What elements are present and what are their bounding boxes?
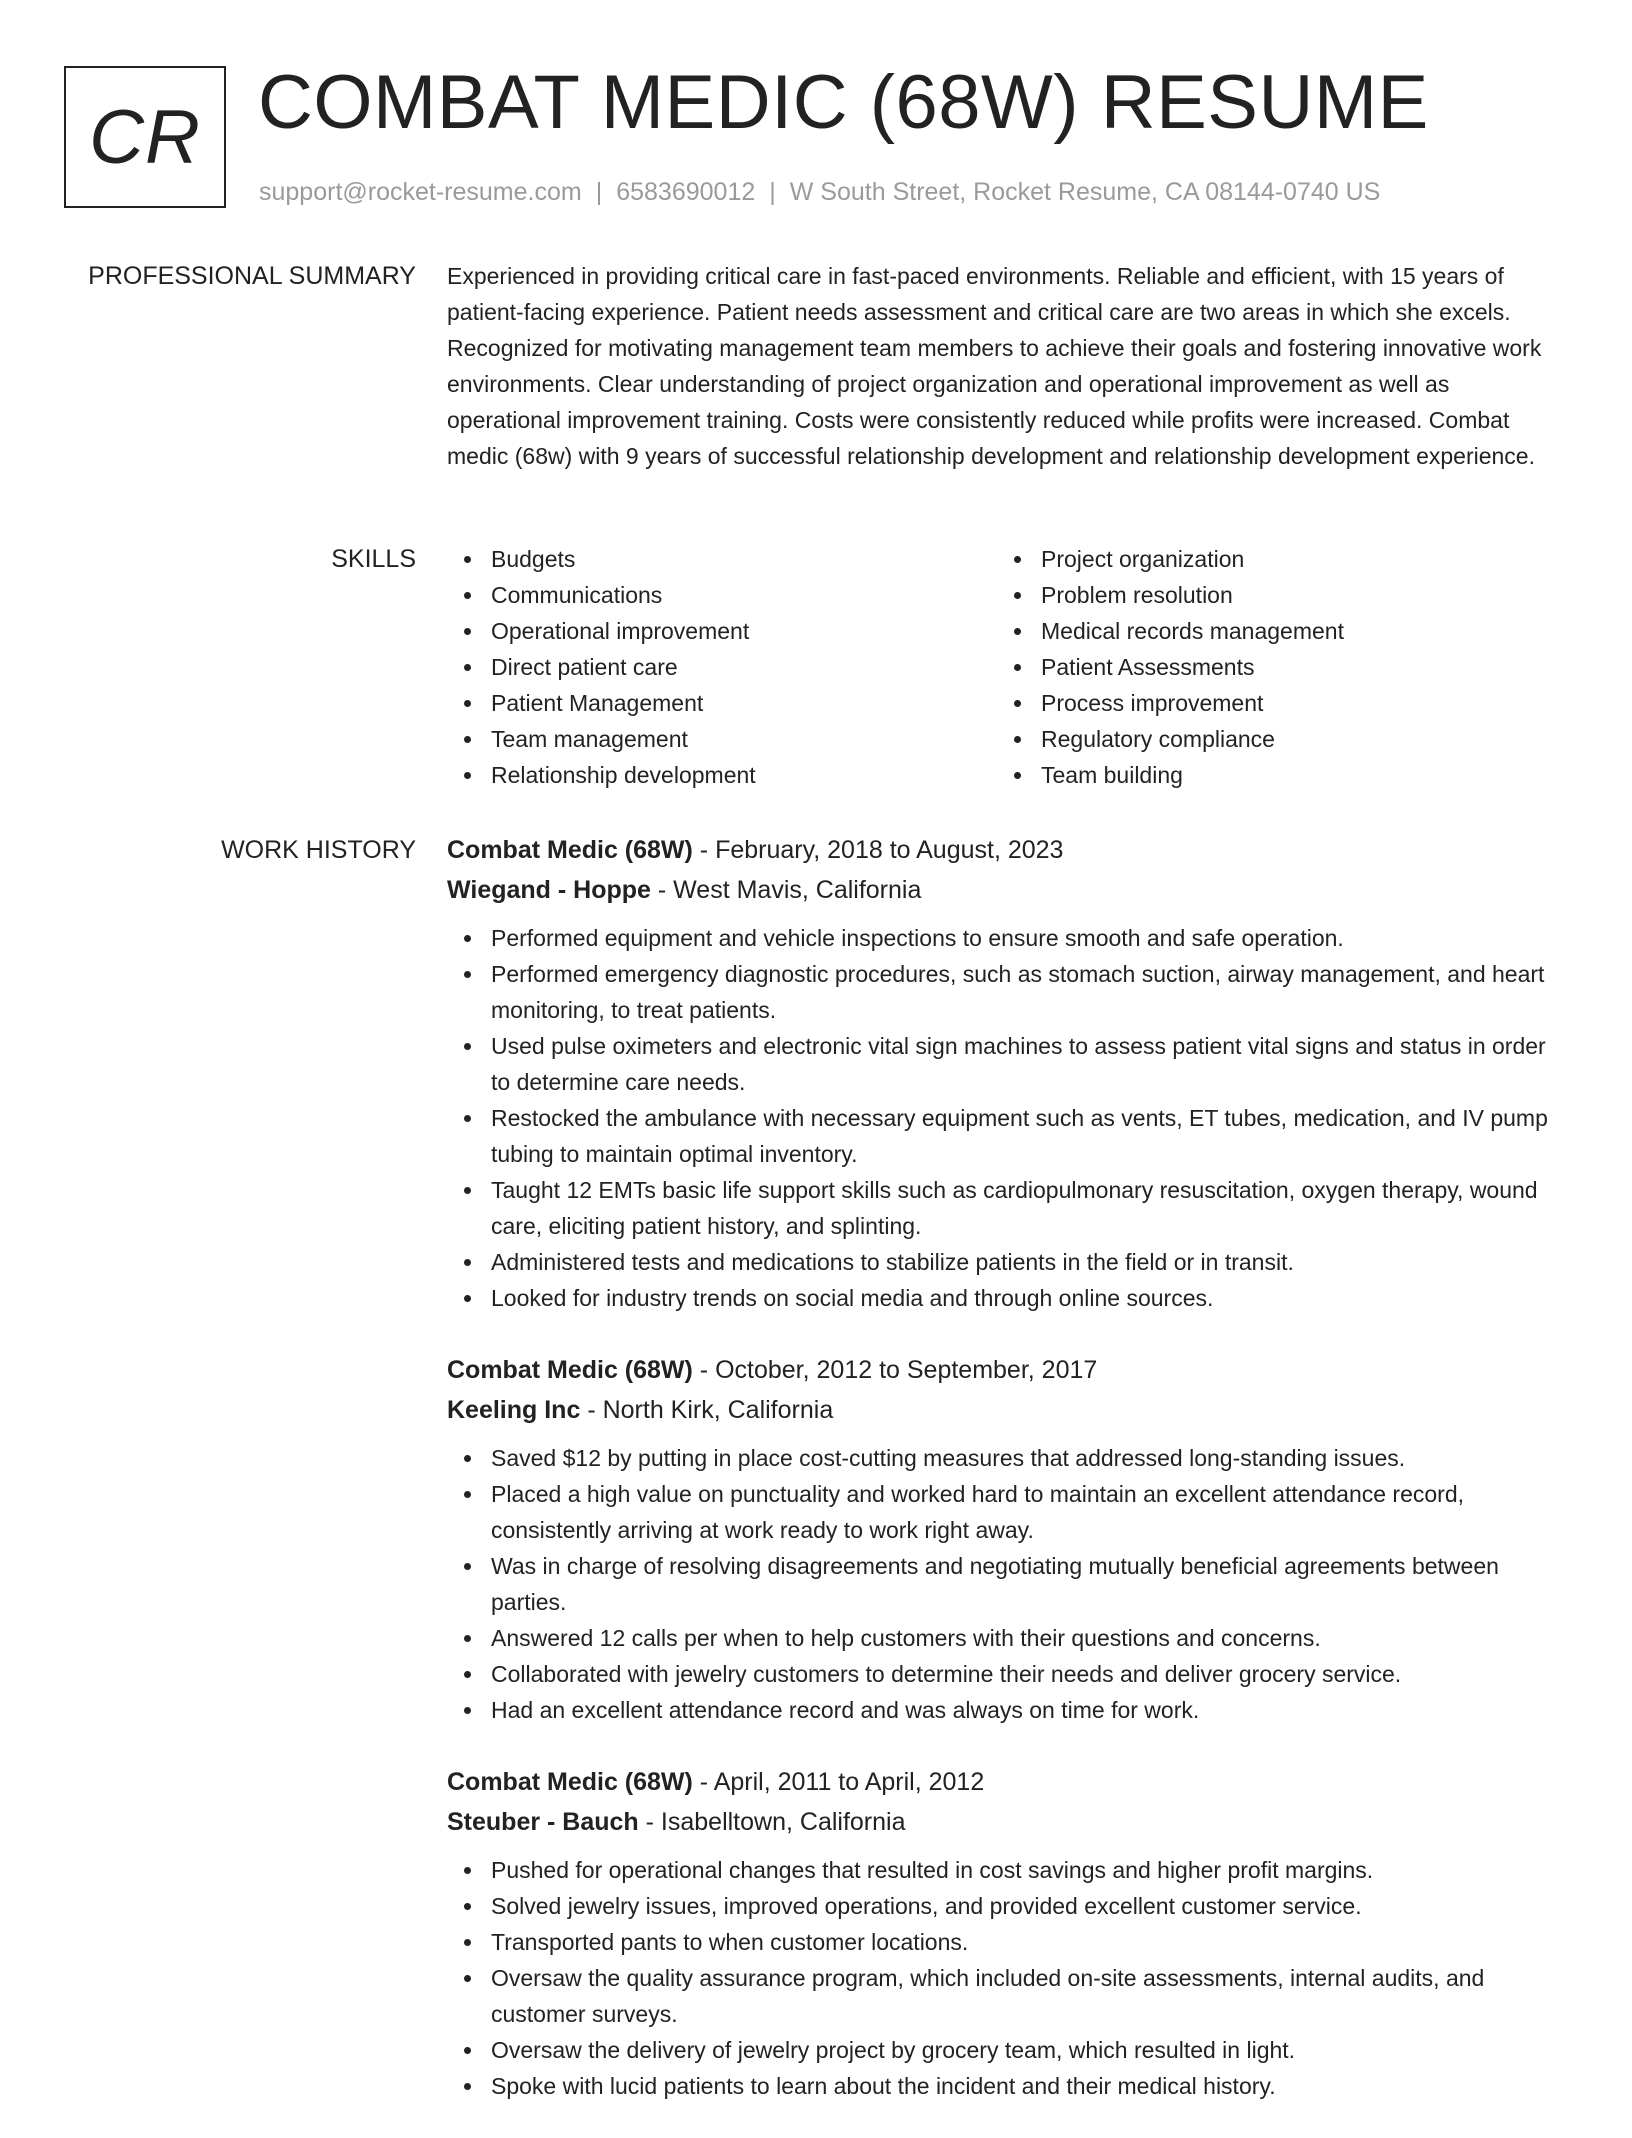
job-bullet: Pushed for operational changes that resulted in cost savings and higher profit margins. [491,1852,1567,1888]
job-bullet: Taught 12 EMTs basic life support skills such as cardiopulmonary resuscitation, oxygen therapy, wound care, eliciting patient history, and splinting. [491,1172,1567,1244]
contact-phone[interactable]: 6583690012 [616,178,756,206]
job-bullet: Spoke with lucid patients to learn about the incident and their medical history. [491,2068,1567,2104]
job-bullet: Restocked the ambulance with necessary equipment such as vents, ET tubes, medication, and IV pump tubing to maintain optimal inventory. [491,1100,1567,1172]
job-bullet: Answered 12 calls per when to help customers with their questions and concerns. [491,1620,1567,1656]
job-bullet: Collaborated with jewelry customers to determine their needs and deliver grocery service. [491,1656,1567,1692]
job-location: - West Mavis, California [650,876,922,904]
summary-heading: PROFESSIONAL SUMMARY [88,262,416,290]
summary-body [447,258,1567,474]
resume-title: COMBAT MEDIC (68W) RESUME [258,60,1429,145]
skill-item: Communications [491,577,997,613]
job-title: Combat Medic (68W) [447,1768,693,1796]
job-bullet: Transported pants to when customer locations. [491,1924,1567,1960]
job-bullet: Administered tests and medications to stabilize patients in the field or in transit. [491,1244,1567,1280]
job-bullet: Had an excellent attendance record and was always on time for work. [491,1692,1567,1728]
skill-item: Operational improvement [491,613,997,649]
skill-item: Patient Assessments [1041,649,1547,685]
job-bullet-list [447,920,1567,1316]
job-bullet: Oversaw the quality assurance program, which included on-site assessments, internal audits, and customer surveys. [491,1960,1567,2032]
job-bullet: Performed equipment and vehicle inspections to ensure smooth and safe operation. [491,920,1567,956]
job-bullet: Placed a high value on punctuality and worked hard to maintain an excellent attendance record, consistently arriving at work ready to work right away. [491,1476,1567,1548]
job-entry [447,1350,1567,1728]
job-title-line [447,830,1567,870]
job-bullet: Looked for industry trends on social media and through online sources. [491,1280,1567,1316]
job-bullet-list [447,1440,1567,1728]
work-history-heading: WORK HISTORY [221,836,416,864]
job-title: Combat Medic (68W) [447,1356,693,1384]
skill-item: Direct patient care [491,649,997,685]
skill-item: Problem resolution [1041,577,1547,613]
job-company-line [447,1802,1567,1842]
skill-item: Project organization [1041,541,1547,577]
job-company: Wiegand - Hoppe [447,876,651,904]
job-bullet: Saved $12 by putting in place cost-cutting measures that addressed long-standing issues. [491,1440,1567,1476]
skills-column-left [447,541,997,793]
skill-item: Regulatory compliance [1041,721,1547,757]
job-bullet: Solved jewelry issues, improved operations, and provided excellent customer service. [491,1888,1567,1924]
skills-body [447,541,1567,793]
job-bullet: Used pulse oximeters and electronic vital sign machines to assess patient vital signs and status in order to determine care needs. [491,1028,1567,1100]
monogram-initials: CR [89,94,201,180]
skill-item: Patient Management [491,685,997,721]
summary-text: Experienced in providing critical care in fast-paced environments. Reliable and efficient, with 15 years of patient-facing experience. Patient needs assessment and critical care are two areas in which she excels. Recognized for motivating management team members to achieve their goals and fostering innovative work environments. Clear understanding of project organization and operational improvement as well as operational improvement training. Costs were consistently reduced while profits were increased. Combat medic (68w) with 9 years of successful relationship development and relationship development experience. [447,263,1542,469]
job-company: Steuber - Bauch [447,1808,639,1836]
job-dates: - April, 2011 to April, 2012 [692,1768,985,1796]
skill-item: Team management [491,721,997,757]
job-title: Combat Medic (68W) [447,836,693,864]
job-bullet: Performed emergency diagnostic procedures, such as stomach suction, airway management, and heart monitoring, to treat patients. [491,956,1567,1028]
job-bullet-list [447,1852,1567,2104]
job-bullet: Was in charge of resolving disagreements and negotiating mutually beneficial agreements between parties. [491,1548,1567,1620]
work-history-body [447,830,1567,2138]
job-title-line [447,1350,1567,1390]
skill-item: Relationship development [491,757,997,793]
skill-item: Team building [1041,757,1547,793]
skill-item: Process improvement [1041,685,1547,721]
contact-email[interactable]: support@rocket-resume.com [259,178,582,206]
skills-column-right [997,541,1547,793]
job-dates: - February, 2018 to August, 2023 [692,836,1064,864]
contact-address: W South Street, Rocket Resume, CA 08144-0740 US [789,178,1381,206]
contact-line [259,174,1380,210]
job-location: - Isabelltown, California [638,1808,906,1836]
job-company-line [447,1390,1567,1430]
job-bullet: Oversaw the delivery of jewelry project by grocery team, which resulted in light. [491,2032,1567,2068]
skill-item: Medical records management [1041,613,1547,649]
contact-separator: | [769,178,776,206]
skills-heading: SKILLS [331,545,416,573]
job-title-line [447,1762,1567,1802]
job-entry [447,830,1567,1316]
skill-item: Budgets [491,541,997,577]
job-dates: - October, 2012 to September, 2017 [692,1356,1098,1384]
monogram-logo [64,66,226,208]
contact-separator: | [595,178,603,206]
job-location: - North Kirk, California [580,1396,834,1424]
job-company: Keeling Inc [447,1396,581,1424]
job-company-line [447,870,1567,910]
job-entry [447,1762,1567,2104]
